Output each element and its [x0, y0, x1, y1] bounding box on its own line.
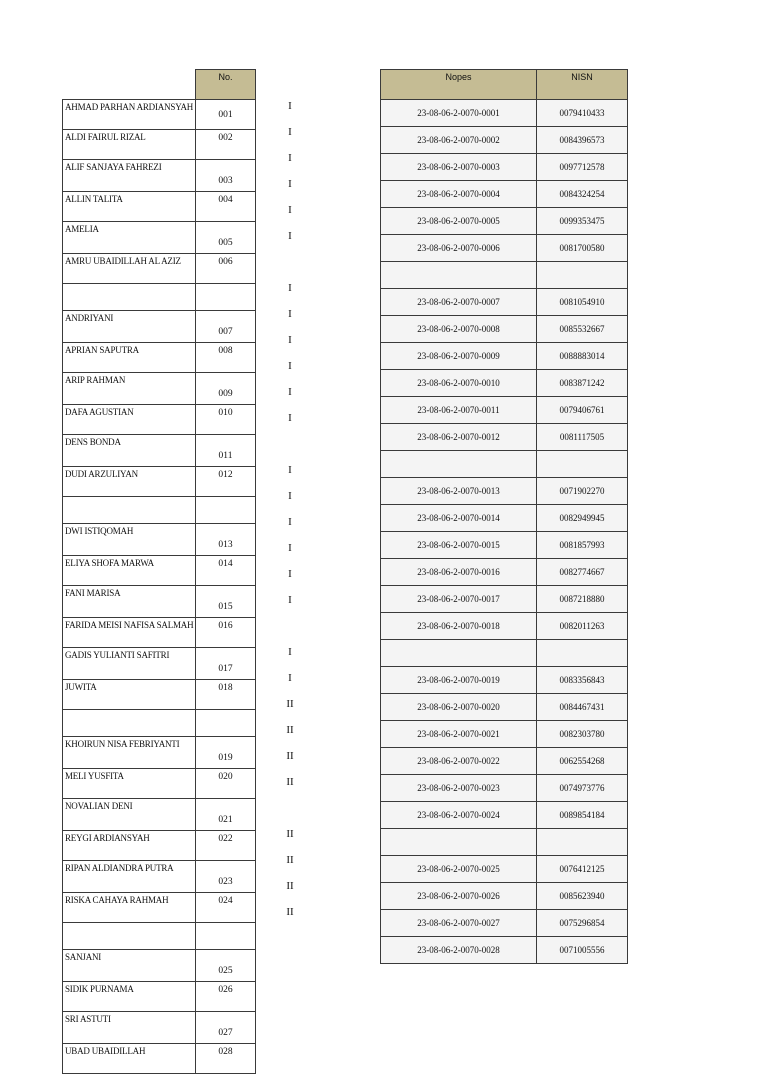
student-row: [63, 831, 256, 861]
blank-row: [381, 829, 628, 856]
class-cell: I: [288, 282, 292, 294]
student-name: ELIYA SHOFA MARWA: [63, 556, 196, 586]
student-number: 003: [196, 160, 256, 192]
nisn-value: 0082303780: [537, 721, 628, 748]
nopes-cell: [381, 262, 537, 289]
student-row: [381, 910, 628, 937]
nisn-value: 0084396573: [537, 127, 628, 154]
student-row: [381, 775, 628, 802]
nisn-value: 0082949945: [537, 505, 628, 532]
student-row: [381, 208, 628, 235]
nopes-value: 23-08-06-2-0070-0001: [381, 100, 537, 127]
nopes-value: 23-08-06-2-0070-0019: [381, 667, 537, 694]
student-number: 027: [196, 1012, 256, 1044]
student-name: AMELIA: [63, 222, 196, 254]
student-row: [63, 254, 256, 284]
name-cell: [63, 710, 196, 737]
student-row: [381, 370, 628, 397]
class-cell: II: [286, 724, 294, 736]
student-number: 025: [196, 950, 256, 982]
nopes-value: 23-08-06-2-0070-0004: [381, 181, 537, 208]
blank-row: [63, 497, 256, 524]
student-name: GADIS YULIANTI SAFITRI: [63, 648, 196, 680]
no-cell: [196, 923, 256, 950]
student-row: [381, 397, 628, 424]
class-cell: II: [286, 854, 294, 866]
student-row: [63, 950, 256, 982]
student-name: FANI MARISA: [63, 586, 196, 618]
nisn-cell: [537, 262, 628, 289]
nisn-cell: [537, 451, 628, 478]
student-row: [63, 100, 256, 130]
nopes-cell: [381, 451, 537, 478]
nopes-value: 23-08-06-2-0070-0011: [381, 397, 537, 424]
class-column: [275, 97, 305, 929]
student-number: 002: [196, 130, 256, 160]
nisn-cell: [537, 829, 628, 856]
class-cell: I: [288, 178, 292, 190]
nisn-value: 0071902270: [537, 478, 628, 505]
student-row: [63, 160, 256, 192]
class-cell: II: [286, 776, 294, 788]
student-row: [381, 424, 628, 451]
student-row: [63, 311, 256, 343]
class-cell: I: [288, 204, 292, 216]
class-cell: I: [288, 646, 292, 658]
student-number: 019: [196, 737, 256, 769]
nopes-value: 23-08-06-2-0070-0014: [381, 505, 537, 532]
nopes-cell: [381, 640, 537, 667]
class-cell-empty: [275, 435, 305, 461]
student-row: [63, 556, 256, 586]
student-row: [63, 799, 256, 831]
student-row: [63, 680, 256, 710]
student-row: [63, 982, 256, 1012]
name-cell: [63, 284, 196, 311]
student-name: SANJANI: [63, 950, 196, 982]
student-row: [63, 1044, 256, 1074]
student-number: 012: [196, 467, 256, 497]
student-row: [381, 937, 628, 964]
nisn-value: 0083871242: [537, 370, 628, 397]
student-number: 006: [196, 254, 256, 284]
student-name: MELI YUSFITA: [63, 769, 196, 799]
nopes-value: 23-08-06-2-0070-0007: [381, 289, 537, 316]
student-row: [381, 613, 628, 640]
no-cell: [196, 284, 256, 311]
class-cell: I: [288, 230, 292, 242]
student-row: [381, 802, 628, 829]
student-name: NOVALIAN DENI: [63, 799, 196, 831]
nopes-value: 23-08-06-2-0070-0013: [381, 478, 537, 505]
nisn-value: 0085532667: [537, 316, 628, 343]
nisn-value: 0084467431: [537, 694, 628, 721]
no-cell: [196, 710, 256, 737]
nisn-value: 0079410433: [537, 100, 628, 127]
student-row: [63, 405, 256, 435]
nisn-column-header: NISN: [537, 70, 628, 100]
student-number: 011: [196, 435, 256, 467]
class-cell-empty: [275, 253, 305, 279]
class-cell: I: [288, 594, 292, 606]
student-row: [381, 154, 628, 181]
class-cell: II: [286, 906, 294, 918]
student-name: SIDIK PURNAMA: [63, 982, 196, 1012]
student-name: AMRU UBAIDILLAH AL AZIZ: [63, 254, 196, 284]
exam-number-table: [380, 69, 628, 964]
nopes-value: 23-08-06-2-0070-0009: [381, 343, 537, 370]
blank-row: [381, 640, 628, 667]
blank-row: [381, 262, 628, 289]
student-row: [63, 737, 256, 769]
nopes-value: 23-08-06-2-0070-0016: [381, 559, 537, 586]
nopes-value: 23-08-06-2-0070-0012: [381, 424, 537, 451]
class-cell: I: [288, 464, 292, 476]
student-number: 028: [196, 1044, 256, 1074]
nopes-column-header: Nopes: [381, 70, 537, 100]
student-row: [63, 769, 256, 799]
class-cell: I: [288, 542, 292, 554]
nisn-value: 0084324254: [537, 181, 628, 208]
student-row: [63, 586, 256, 618]
class-cell: I: [288, 516, 292, 528]
student-name: DENS BONDA: [63, 435, 196, 467]
student-row: [63, 467, 256, 497]
student-number: 018: [196, 680, 256, 710]
name-cell: [63, 923, 196, 950]
nopes-cell: [381, 829, 537, 856]
student-name: JUWITA: [63, 680, 196, 710]
blank-row: [63, 923, 256, 950]
nisn-value: 0081117505: [537, 424, 628, 451]
student-name-table: [62, 69, 256, 1074]
student-name: ALIF SANJAYA FAHREZI: [63, 160, 196, 192]
student-row: [63, 648, 256, 680]
student-name: ALLIN TALITA: [63, 192, 196, 222]
student-name: DWI ISTIQOMAH: [63, 524, 196, 556]
student-row: [63, 130, 256, 160]
student-row: [63, 343, 256, 373]
nopes-value: 23-08-06-2-0070-0006: [381, 235, 537, 262]
student-name: SRI ASTUTI: [63, 1012, 196, 1044]
student-row: [381, 883, 628, 910]
nopes-value: 23-08-06-2-0070-0002: [381, 127, 537, 154]
nopes-value: 23-08-06-2-0070-0028: [381, 937, 537, 964]
nisn-value: 0071005556: [537, 937, 628, 964]
student-number: 017: [196, 648, 256, 680]
nisn-value: 0097712578: [537, 154, 628, 181]
student-number: 008: [196, 343, 256, 373]
nisn-value: 0074973776: [537, 775, 628, 802]
nisn-value: 0085623940: [537, 883, 628, 910]
student-name: FARIDA MEISI NAFISA SALMAH: [63, 618, 196, 648]
nisn-value: 0089854184: [537, 802, 628, 829]
student-row: [381, 289, 628, 316]
nopes-value: 23-08-06-2-0070-0017: [381, 586, 537, 613]
student-row: [63, 192, 256, 222]
student-name: DUDI ARZULIYAN: [63, 467, 196, 497]
class-cell: II: [286, 828, 294, 840]
nopes-value: 23-08-06-2-0070-0026: [381, 883, 537, 910]
student-number: 010: [196, 405, 256, 435]
nopes-value: 23-08-06-2-0070-0023: [381, 775, 537, 802]
class-cell: I: [288, 412, 292, 424]
nisn-value: 0087218880: [537, 586, 628, 613]
student-name: UBAD UBAIDILLAH: [63, 1044, 196, 1074]
student-row: [381, 316, 628, 343]
class-cell-empty: [275, 617, 305, 643]
name-header-empty: [63, 70, 196, 100]
blank-row: [63, 284, 256, 311]
class-cell: I: [288, 360, 292, 372]
student-row: [381, 748, 628, 775]
student-row: [381, 532, 628, 559]
nisn-value: 0083356843: [537, 667, 628, 694]
no-column-header: No.: [196, 70, 256, 100]
nisn-value: 0081700580: [537, 235, 628, 262]
student-number: 005: [196, 222, 256, 254]
student-number: 020: [196, 769, 256, 799]
student-name: ANDRIYANI: [63, 311, 196, 343]
student-row: [63, 893, 256, 923]
student-number: 001: [196, 100, 256, 130]
class-cell: I: [288, 308, 292, 320]
student-row: [381, 505, 628, 532]
nisn-value: 0082011263: [537, 613, 628, 640]
student-name: DAFA AGUSTIAN: [63, 405, 196, 435]
student-number: 007: [196, 311, 256, 343]
class-cell: I: [288, 152, 292, 164]
class-cell: I: [288, 672, 292, 684]
student-row: [63, 524, 256, 556]
student-number: 004: [196, 192, 256, 222]
nopes-value: 23-08-06-2-0070-0025: [381, 856, 537, 883]
student-row: [381, 235, 628, 262]
student-number: 026: [196, 982, 256, 1012]
nopes-value: 23-08-06-2-0070-0003: [381, 154, 537, 181]
student-row: [63, 222, 256, 254]
student-number: 016: [196, 618, 256, 648]
student-name: ARIP RAHMAN: [63, 373, 196, 405]
class-cell: II: [286, 880, 294, 892]
student-row: [381, 667, 628, 694]
class-cell: I: [288, 126, 292, 138]
student-row: [381, 856, 628, 883]
class-cell: I: [288, 100, 292, 112]
student-row: [381, 478, 628, 505]
student-name: RIPAN ALDIANDRA PUTRA: [63, 861, 196, 893]
student-number: 015: [196, 586, 256, 618]
nisn-value: 0076412125: [537, 856, 628, 883]
student-row: [63, 435, 256, 467]
nopes-value: 23-08-06-2-0070-0005: [381, 208, 537, 235]
nopes-value: 23-08-06-2-0070-0010: [381, 370, 537, 397]
student-row: [381, 559, 628, 586]
student-name: APRIAN SAPUTRA: [63, 343, 196, 373]
student-number: 024: [196, 893, 256, 923]
student-number: 014: [196, 556, 256, 586]
student-row: [63, 861, 256, 893]
student-row: [381, 721, 628, 748]
nisn-value: 0081857993: [537, 532, 628, 559]
nopes-value: 23-08-06-2-0070-0015: [381, 532, 537, 559]
student-number: 022: [196, 831, 256, 861]
class-cell: I: [288, 490, 292, 502]
nisn-cell: [537, 640, 628, 667]
blank-row: [381, 451, 628, 478]
student-row: [63, 1012, 256, 1044]
student-number: 023: [196, 861, 256, 893]
student-number: 013: [196, 524, 256, 556]
nopes-value: 23-08-06-2-0070-0018: [381, 613, 537, 640]
class-cell: I: [288, 334, 292, 346]
student-name: REYGI ARDIANSYAH: [63, 831, 196, 861]
nisn-value: 0088883014: [537, 343, 628, 370]
class-cell: I: [288, 386, 292, 398]
student-row: [381, 127, 628, 154]
student-row: [381, 100, 628, 127]
student-row: [381, 586, 628, 613]
nopes-value: 23-08-06-2-0070-0020: [381, 694, 537, 721]
student-name: RISKA CAHAYA RAHMAH: [63, 893, 196, 923]
student-name: KHOIRUN NISA FEBRIYANTI: [63, 737, 196, 769]
blank-row: [63, 710, 256, 737]
nopes-value: 23-08-06-2-0070-0022: [381, 748, 537, 775]
class-cell: II: [286, 698, 294, 710]
student-number: 009: [196, 373, 256, 405]
name-cell: [63, 497, 196, 524]
student-name: AHMAD PARHAN ARDIANSYAH: [63, 100, 196, 130]
nisn-value: 0082774667: [537, 559, 628, 586]
student-name: ALDI FAIRUL RIZAL: [63, 130, 196, 160]
student-row: [63, 618, 256, 648]
class-cell: I: [288, 568, 292, 580]
no-cell: [196, 497, 256, 524]
nisn-value: 0062554268: [537, 748, 628, 775]
nisn-value: 0079406761: [537, 397, 628, 424]
student-number: 021: [196, 799, 256, 831]
student-row: [381, 343, 628, 370]
nopes-value: 23-08-06-2-0070-0021: [381, 721, 537, 748]
student-row: [381, 694, 628, 721]
class-cell: II: [286, 750, 294, 762]
student-row: [63, 373, 256, 405]
student-row: [381, 181, 628, 208]
nisn-value: 0099353475: [537, 208, 628, 235]
nopes-value: 23-08-06-2-0070-0027: [381, 910, 537, 937]
nisn-value: 0075296854: [537, 910, 628, 937]
nopes-value: 23-08-06-2-0070-0008: [381, 316, 537, 343]
nopes-value: 23-08-06-2-0070-0024: [381, 802, 537, 829]
class-cell-empty: [275, 799, 305, 825]
nisn-value: 0081054910: [537, 289, 628, 316]
